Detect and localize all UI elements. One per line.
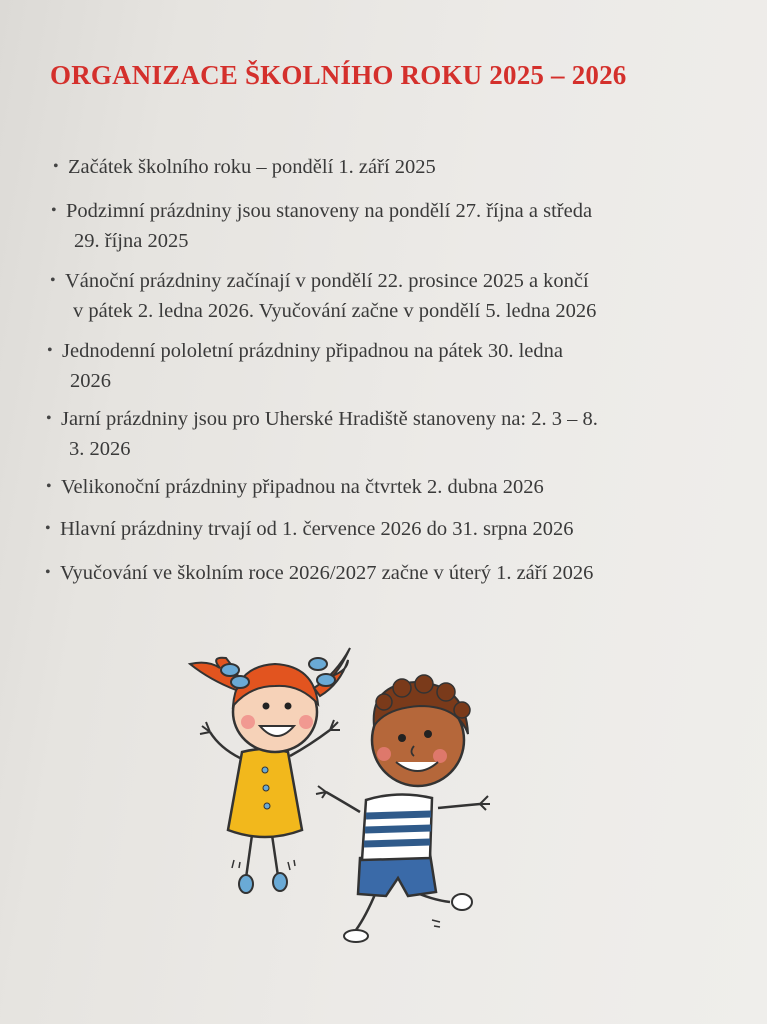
boy-figure bbox=[316, 675, 490, 942]
kids-illustration bbox=[180, 630, 510, 950]
bullet-icon: • bbox=[51, 202, 57, 219]
bullet-icon: • bbox=[46, 410, 52, 427]
list-item: • Jarní prázdniny jsou pro Uherské Hradiště stanoveny na: 2. 3 – 8. 3. 2026 bbox=[61, 404, 701, 464]
list-item: • Jednodenní pololetní prázdniny připadnou na pátek 30. ledna 2026 bbox=[62, 336, 702, 396]
list-item: • Velikonoční prázdniny připadnou na čtvrtek 2. dubna 2026 bbox=[61, 472, 701, 502]
bullet-icon: • bbox=[46, 478, 52, 495]
girl-figure bbox=[190, 648, 350, 893]
bullet-icon: • bbox=[45, 520, 51, 537]
page-title: ORGANIZACE ŠKOLNÍHO ROKU 2025 – 2026 bbox=[50, 60, 627, 90]
list-item: • Podzimní prázdniny jsou stanoveny na pondělí 27. října a středa 29. října 2025 bbox=[66, 196, 706, 256]
list-item: • Vyučování ve školním roce 2026/2027 začne v úterý 1. září 2026 bbox=[60, 558, 700, 588]
list-item: • Začátek školního roku – pondělí 1. září 2025 bbox=[68, 152, 708, 182]
list-item: • Vánoční prázdniny začínají v pondělí 22. prosince 2025 a končí v pátek 2. ledna 2026. Vyučování začne v pondělí 5. ledna 2026 bbox=[65, 266, 705, 326]
bullet-icon: • bbox=[45, 564, 51, 581]
bullet-icon: • bbox=[47, 342, 53, 359]
bullet-icon: • bbox=[53, 158, 59, 175]
bullet-icon: • bbox=[50, 272, 56, 289]
list-item: • Hlavní prázdniny trvají od 1. července 2026 do 31. srpna 2026 bbox=[60, 514, 700, 544]
